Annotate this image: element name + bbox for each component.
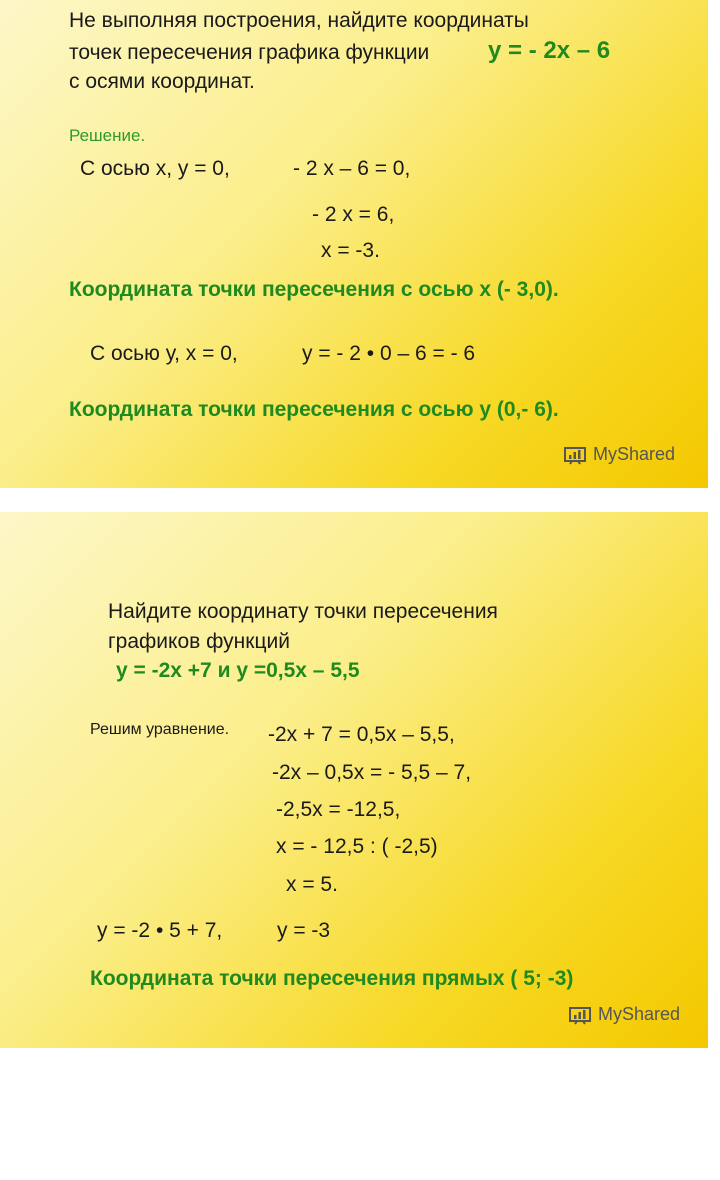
- problem-text-line-2: точек пересечения графика функции: [69, 41, 430, 64]
- slide-2: [0, 512, 708, 1048]
- y-equation: у = - 2 • 0 – 6 = - 6: [302, 342, 476, 365]
- y-calculation: у = -2 • 5 + 7,: [97, 919, 223, 942]
- functions-formula: у = -2х +7 и у =0,5х – 5,5: [116, 659, 360, 682]
- slide-1: [0, 0, 708, 488]
- equation-line-1: -2х + 7 = 0,5х – 5,5,: [268, 723, 455, 746]
- equation-line-4: х = - 12,5 : ( -2,5): [276, 835, 438, 858]
- problem-text-line-1: Не выполняя построения, найдите координаты: [69, 9, 529, 32]
- y-intersection-result: Координата точки пересечения с осью у (0,- 6).: [69, 398, 559, 421]
- equation-line-2: -2х – 0,5х = - 5,5 – 7,: [272, 761, 472, 784]
- myshared-logo-icon: [568, 1005, 592, 1025]
- watermark: [563, 444, 675, 465]
- equation-line-3: -2,5х = -12,5,: [276, 798, 401, 821]
- intersection-result: Координата точки пересечения прямых ( 5; -3): [90, 967, 574, 990]
- watermark: [568, 1004, 680, 1025]
- y-axis-condition: С осью у, х = 0,: [90, 342, 238, 365]
- x-axis-condition: С осью х, у = 0,: [80, 157, 230, 180]
- y-value: у = -3: [277, 919, 331, 942]
- solution-label: Решение.: [69, 126, 146, 145]
- problem-text-line-3: с осями координат.: [69, 70, 255, 93]
- equation-line-3: х = -3.: [321, 239, 380, 262]
- problem-text-line-2: графиков функций: [108, 630, 290, 653]
- myshared-logo-icon: [563, 445, 587, 465]
- solve-label: Решим уравнение.: [90, 721, 230, 738]
- watermark-text: MyShared: [598, 1004, 681, 1024]
- watermark-text: MyShared: [593, 444, 676, 464]
- equation-line-2: - 2 х = 6,: [312, 203, 395, 226]
- function-formula: y = - 2x – 6: [488, 37, 611, 64]
- x-intersection-result: Координата точки пересечения с осью х (- 3,0).: [69, 278, 559, 301]
- equation-line-1: - 2 х – 6 = 0,: [293, 157, 411, 180]
- problem-text-line-1: Найдите координату точки пересечения: [108, 600, 498, 623]
- equation-line-5: х = 5.: [286, 873, 338, 896]
